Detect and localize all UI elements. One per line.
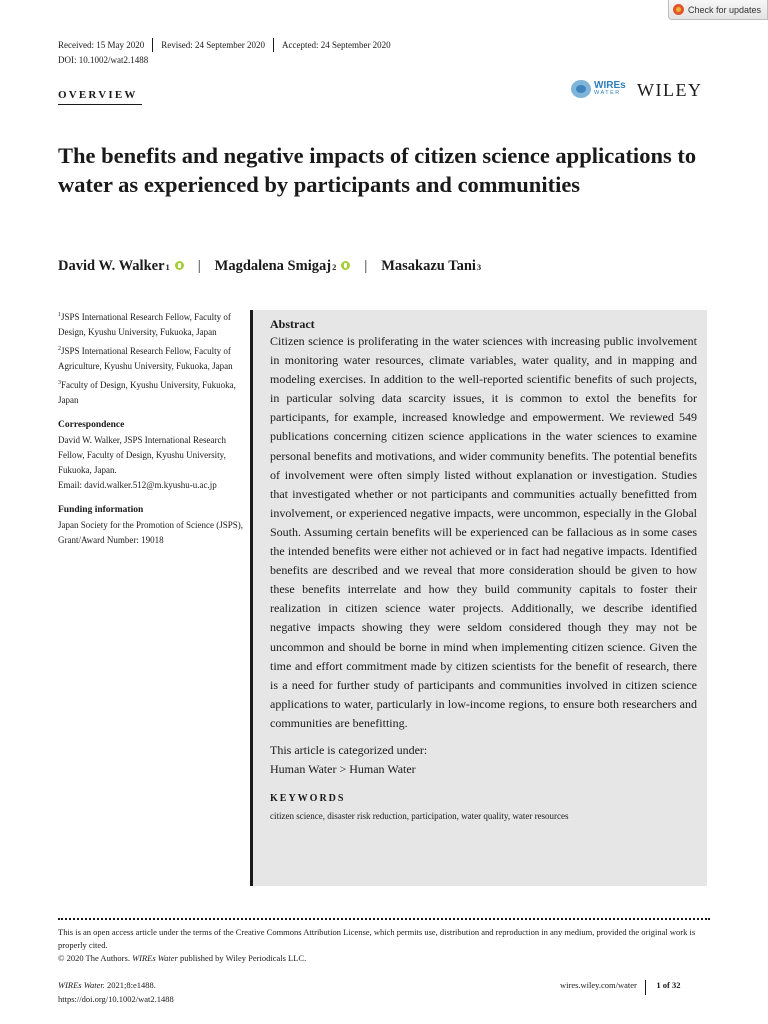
wires-logo-subtext: WATER	[594, 90, 621, 97]
author-affiliation-number: 2	[332, 261, 337, 272]
author-name[interactable]: Masakazu Tani	[381, 258, 476, 274]
crossmark-icon	[673, 4, 684, 15]
received-date: Received: 15 May 2020	[58, 40, 145, 50]
copyright-prefix: © 2020 The Authors.	[58, 953, 133, 963]
affiliation	[58, 342, 248, 374]
author-affiliation-number: 1	[165, 261, 170, 272]
affiliation-text: JSPS International Research Fellow, Faculty of Design, Kyushu University, Fukuoka, Japan	[58, 312, 231, 337]
category-link[interactable]: Human Water > Human Water	[270, 761, 416, 776]
affiliation-number: 3	[58, 380, 61, 386]
check-for-updates-button[interactable]	[668, 0, 768, 20]
date-divider	[273, 38, 274, 52]
article-title: The benefits and negative impacts of citizen science applications to water as experienced by participants and communities	[58, 143, 697, 197]
date-divider	[152, 38, 153, 52]
abstract-body: Citizen science is proliferating in the water sciences with increasing public involvement in monitoring water resources, climate variables, water quality, and in mapping and modeling exercises. In addition to the well-reported scientific benefits of such projects, in particular solving data scarcity issues, it is common to extol the benefits for participants, for example, increased knowledge and empowerment. We reviewed 549 publications concerning citizen science applications in the water sciences to examine personal benefits and motivations, and wider community benefits. The potential benefits of involvement were often simply listed without explanation or investigation. Studies that investigated whether or not participants and communities actually benefitted from involvement, or experienced negative impacts, were uncommon, especially in the Global South. Assuming certain benefits will be experienced can be fallacious as in some cases the intended benefits were either not achieved or in fact had negative impacts. Identified benefits are described and we reveal that more consideration should be given to how these benefits interrelate and how they build community capitals to foster their realization in citizen science water projects. Additionally, we describe identified negative impacts showing they were seldom considered though they may not be uncommon and should be borne in mind when implementing citizen science. Given the time and effort commitment made by citizen scientists for the benefit of research, there is a need for further study of participants and communities involved in citizen science applications to water, particularly in low-income regions, to ensure both researchers and communities are benefitting.	[270, 334, 697, 730]
categorized-label: This article is categorized under:	[270, 742, 428, 757]
water-drop-icon	[571, 80, 591, 98]
citation-journal: WIREs Water.	[58, 980, 105, 990]
citation-line	[58, 978, 174, 992]
affiliation-text: JSPS International Research Fellow, Faculty of Agriculture, Kyushu University, Fukuoka, Japan	[58, 346, 233, 371]
author-separator: |	[197, 258, 201, 274]
section-underline	[58, 104, 142, 105]
article-dates	[58, 38, 391, 52]
affiliations-column	[58, 308, 248, 548]
license-notice	[58, 926, 708, 965]
keywords-list: citizen science, disaster risk reduction, participation, water quality, water resources	[270, 810, 569, 821]
funding-text: Japan Society for the Promotion of Science (JSPS), Grant/Award Number: 19018	[58, 520, 243, 545]
citation-block	[58, 978, 174, 1006]
orcid-icon[interactable]	[175, 261, 184, 270]
section-label: OVERVIEW	[58, 89, 138, 101]
author-affiliation-number: 3	[476, 261, 482, 272]
abstract-heading: Abstract	[270, 317, 315, 331]
author-name[interactable]: Magdalena Smigaj	[214, 258, 332, 274]
copyright-line	[58, 952, 708, 965]
affiliation-text: Faculty of Design, Kyushu University, Fukuoka, Japan	[58, 380, 236, 405]
affiliation	[58, 308, 248, 340]
copyright-suffix: published by Wiley Periodicals LLC.	[177, 953, 307, 963]
wires-water-logo	[571, 78, 627, 100]
keywords-heading: KEYWORDS	[270, 792, 346, 804]
revised-date: Revised: 24 September 2020	[161, 40, 265, 50]
wires-logo-text: WIREs	[594, 80, 626, 92]
orcid-icon[interactable]	[341, 261, 350, 270]
affiliation-number: 2	[58, 346, 61, 352]
copyright-journal: WIREs Water	[132, 953, 178, 963]
author-list	[58, 258, 481, 275]
license-text: This is an open access article under the terms of the Creative Commons Attribution License, which permits use, distribution and reproduction in any medium, provided the original work is properly cited.	[58, 927, 696, 950]
doi: DOI: 10.1002/wat2.1488	[58, 55, 149, 65]
citation-volume: 2021;8:e1488.	[104, 980, 156, 990]
wiley-logo: WILEY	[637, 80, 703, 100]
check-for-updates-label: Check for updates	[688, 4, 762, 15]
abstract-box	[250, 310, 707, 886]
author-separator: |	[364, 258, 368, 274]
correspondence-text: David W. Walker, JSPS International Research Fellow, Faculty of Design, Kyushu University, Fukuoka, Japan.	[58, 435, 226, 475]
affiliation-number: 1	[58, 312, 61, 318]
categorized-under	[270, 741, 697, 779]
page-number: 1 of 32	[656, 980, 681, 990]
footer-divider	[58, 918, 710, 920]
correspondence-email[interactable]: Email: david.walker.512@m.kyushu-u.ac.jp	[58, 480, 217, 490]
footer-right	[560, 978, 680, 992]
correspondence-heading: Correspondence	[58, 420, 125, 430]
journal-website-link[interactable]: wires.wiley.com/water	[560, 980, 637, 990]
doi-link[interactable]: https://doi.org/10.1002/wat2.1488	[58, 994, 174, 1004]
author-name[interactable]: David W. Walker	[58, 258, 165, 274]
footer-separator	[645, 980, 647, 995]
affiliation	[58, 376, 248, 408]
accepted-date: Accepted: 24 September 2020	[281, 40, 391, 50]
funding-heading: Funding information	[58, 505, 144, 515]
